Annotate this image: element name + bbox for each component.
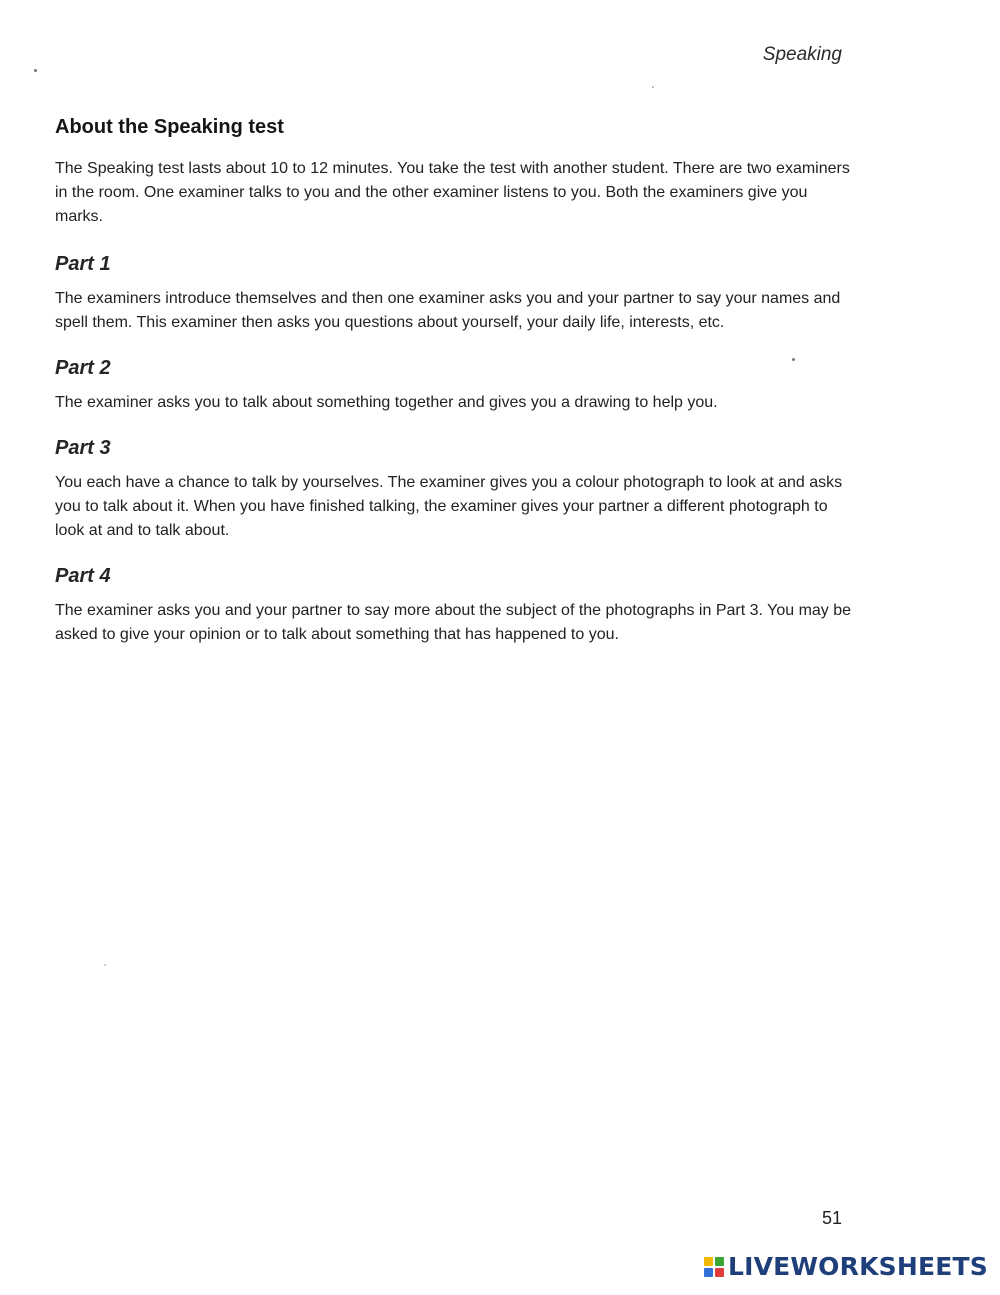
part-2-body: The examiner asks you to talk about something together and gives you a drawing to help you. [55,394,718,411]
intro-paragraph: The Speaking test lasts about 10 to 12 minutes. You take the test with another student. There are two examiners in the room. One examiner talks to you and the other examiner listens to you. Both the examiners give you marks. [55,160,850,225]
part-3-heading: Part 3 [55,437,111,459]
part-4-heading: Part 4 [55,565,111,587]
scan-speck [104,964,106,966]
brand-wordmark: LIVEWORKSHEETS [727,1252,988,1281]
logo-square-icon [704,1268,713,1277]
page-title: About the Speaking test [55,116,284,138]
logo-square-icon [715,1257,724,1266]
part-3-body: You each have a chance to talk by yourselves. The examiner gives you a colour photograph to look at and asks you to talk about it. When you have finished talking, the examiner gives your partner a different photograph to look at and to talk about. [55,474,843,539]
running-head: Speaking [762,44,842,65]
logo-square-icon [715,1268,724,1277]
scan-speck [652,86,654,88]
logo-square-icon [704,1257,713,1266]
scan-speck [792,358,795,361]
scan-speck [34,69,37,72]
liveworksheets-logo-icon [704,1257,724,1277]
page-number: 51 [821,1208,842,1228]
document-body [55,116,855,647]
liveworksheets-brand[interactable] [704,1252,988,1281]
part-2-heading: Part 2 [55,357,111,379]
part-1-heading: Part 1 [55,253,111,275]
part-1-body: The examiners introduce themselves and then one examiner asks you and your partner to say your names and spell them. This examiner then asks you questions about yourself, your daily life, interests, etc. [55,290,841,331]
part-4-body: The examiner asks you and your partner to say more about the subject of the photographs in Part 3. You may be asked to give your opinion or to talk about something that has happened to you. [55,602,852,643]
